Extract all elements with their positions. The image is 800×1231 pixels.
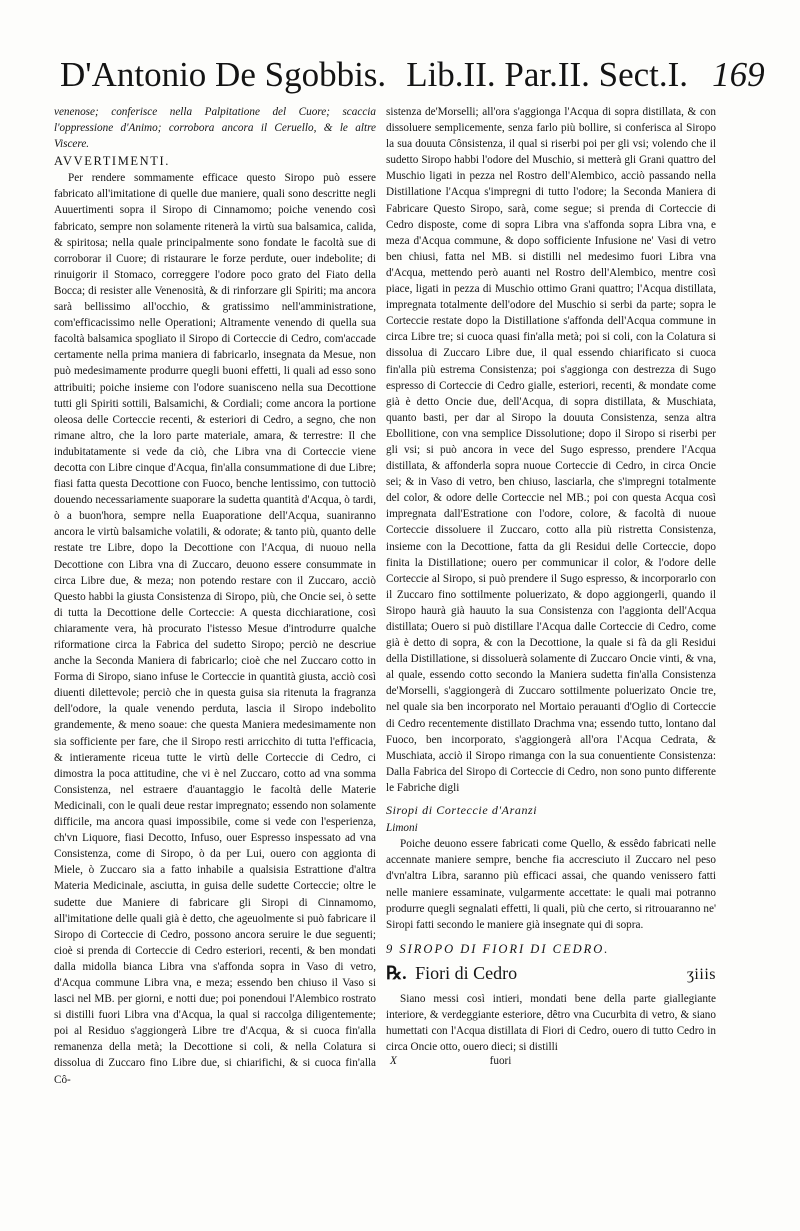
recipe-symbol: ℞.	[386, 962, 407, 983]
right-column	[386, 104, 716, 1069]
recipe-heading: 9 SIROPO DI FIORI DI CEDRO.	[386, 941, 610, 956]
body-paragraph: sistenza de'Morselli; all'ora s'aggionga l'Acqua di sopra distillata, & con dissoluere semplicemente, senza farlo più bollire, si conferisca al Siropo la sua douuta Cônsistenza, il qual si riserbi poi per gli vsi; volendo che il sudetto Siropo habbi l'odore del Muschio, si metterà gli Grani quattro del Muschio ligati in pezza nel Rostro dell'Alembico, acciò passando nella Distillatione l'Acqua s'impregni di tutto l'odore; la Seconda Maniera di Fabricare Questo Siropo, sarà, come segue; si prenda di Corteccie di Cedro disposte, come di sopra Libra vna s'affonda sopra Libra vna, e meza d'Acqua commune, & dopo sofficiente Infusione ne' Vasi di vetro ben chiusi, fatta nel MB. si distilli nel medesimo fuori Libra vna d'Acqua, mettendo però auanti nel Rostro dell'Alembico, mentre così piace, ligati in pezza di Muschio ottimo Grani quattro; l'Acqua distillata, impregnata totalmente dell'odore del Muschio si serbi da parte; sopra le Corteccie restate dopo la Distillatione s'affonda dell'Acqua commune in circa Libre tre; si cuoca quasi fin'alla metà; poi si coli, con la Colatura si dissolua di Zuccaro Libre due, il qual essendo chiarificato si cuoca fin'alla più estrema Consistenza; poi s'aggionga con destrezza di Sugo espresso di Corteccie di Cedro gialle, esteriori, recenti, & mondate come già è detto Oncie due, dell'Acqua, di sopra distillata, & Muschiata, quanto basti, per dar al Siropo la douuta Consistenza, senza altra Ebollitione, con vna semplice Dissolutione; dopo il Siropo si riserbi per gli vsi; si può ancora in vece del Sugo espresso, prendere l'Acqua distillata, & affonderla sopra nuoue Corteccie di Cedro, in circa Oncie sei; & in Vaso di vetro, ben chiuso, lasciarla, che s'impregni totalmente del color, & odore delle Corteccie nel MB.; poi con questa Acqua così impregnata dall'Estratione con l'odore, colore, & facoltà di nuoue Corteccie dissoluere il Zuccaro, cotto alla più ristretta Consistenza, insieme con la Decottione, fatta da gli Residui delle Corteccie, dopo finita la Distillatione; ouero per communicar il color, & l'odore delle Corteccie al Siropo, si può prendere il Sugo espresso, & incorporarlo con il Zuccaro fino sottilmente poluerizato, & dopo aggiongerli, quando il Siropo haurà già hauuto la sua Consistenza con l'aggionta dell'Acqua distillata; Ouero si può distillare l'Acqua dalle Corteccie di Cedro, come già è detto di sopra, & con la Decottione, la quale si fà da gli Residui della Distillatione, si dissoluerà solamente di Zuccaro Oncie vinti, & vna, al quale, essendo cotto secondo la Maniera sudetta fin'alla Consistenza de'Morselli, s'aggiongerà di Zuccaro sottilmente poluerizato Oncie tre, nel quale sia ben incorporato nel Mortaio perauanti d'Oglio di Corteccie di Cedro recentemente distillato Drachma vna; essendo tutto, lontano dal Fuoco, ben incorporato, s'aggiongerà all'ora l'Acqua Cedrata, & Muschiata, acciò il Siropo rimanga con la sua conuentiente Consistenza: Dalla Fabrica del Siropo di Corteccie di Cedro, non sono punto differente le Fabriche digli	[386, 106, 716, 794]
header-section: Lib.II. Par.II. Sect.I.	[406, 55, 689, 94]
page-number: 169	[712, 55, 765, 94]
catchword: fuori	[489, 1055, 512, 1068]
recipe-item: Fiori di Cedro	[415, 962, 518, 983]
signature-mark: X	[390, 1055, 397, 1068]
left-column	[54, 104, 376, 1088]
body-paragraph: Poiche deuono essere fabricati come Quello, & essêdo fabricati nelle accennate maniere sempre, benche fia accresciuto il Zuccaro nel peso d'vn'altra Libra, saranno più efficaci assai, che quando venissero fatti nelle maniere essaminate, vulgarmente accettate: le quali mai potranno produrre quegli segnalati effetti, li quali, più che certo, si ritrouaranno ne' Siropi fatti secondo le maniere già insegnate qui di sopra.	[386, 838, 716, 931]
signature-line	[386, 1053, 716, 1069]
section-heading-avvertimenti: AVVERTIMENTI.	[54, 154, 170, 169]
recipe-ingredient	[386, 961, 517, 985]
header-author: D'Antonio De Sgobbis.	[60, 55, 387, 94]
running-header	[60, 52, 775, 98]
intro-text: venenose; conferisce nella Palpitatione del Cuore; scaccia l'oppressione d'Animo; corrobora ancora il Ceruello, & le altre Viscere.	[54, 106, 376, 151]
recipe-line	[386, 961, 716, 987]
body-paragraph: Per rendere sommamente efficace questo Siropo può essere fabricato all'imitatione di quelle due maniere, quali sono descritte negli Auuertimenti sopra il Siropo di Cinnamomo; poiche venendo così fabricato, sempre non solamente ritenerà la virtù sua balsamica, calida, & spiritosa; nella quale principalmente sono fondate le facoltà sue di corroborar il Cuore; di ristaurare le forze perdute, ouer indebolite; di rinuigorir il Stomaco, correggere l'odore poco grato del Fiato della Bocca; di resister alle Venenosità, & di rinforzare gli Spiriti; ma ancora sarà bellissimo all'occhio, & gratissimo nell'amministratione, com'efficacissimo nelle Operationi; Altramente venendo di quella sua facoltà balsamica spogliato il Siropo di Corteccie di Cedro, com'accade certamente nella prima maniera di fabricarlo, insegnata da Mesue, non può medesimamente produrre quegli buoni effetti, li quali ad esso sono attribuiti; poiche insieme con l'odore suanisceno nella sua Decottione tutti gli Spiriti sottili, Balsamichi, & Cordiali; come ancora la portione oleosa delle Corteccie recenti, & esteriori di Cedro, a segno, che non rimane altro, che la loro parte materiale, amara, & terrestre: Il che indubitatamente si vede da ciò, che Libra vna di Corteccie viene decotta con Libre cinque d'Acqua, fin'alla consummatione di due Libre; fiasi fatta questa Decottione con Fuoco, benche lentissimo, con tuttociò douendo necessariamente suaporare la sudetta quantità d'Acqua, ò tardi, ò a buon'hora, sempre nella Euaporatione dell'Acqua, suaniranno ancora le virtù balsamiche volatili, & odorate; & tanto più, quanto delle restate tre Libre, dopo la Decottione con l'Acqua, di nuouo nella Decottione con Libra vna di Zuccaro, deuono essere consummate in circa Libre due, & meza; non potendo restare con il Zuccaro, acciò Questo habbi la giusta Consistenza di Siropo, più, che Oncie sei, ò sette di tutta la Decottione delle Corteccie: A questa dicchiaratione, così chiaramente vera, hà procurato l'istesso Mesue d'introdurre qualche riformatione circa la Fabrica del sudetto Siropo; perciò ne descriue anche la Seconda Maniera di fabricarlo; cioè che nel Zuccaro cotto in Forma di Siropo, siano infuse le Corteccie in quantità giusta, acciò così diuenti dilettevole; perciò che in questa guisa sia ritenuta la fragranza dell'odore, la quale venendo perduta, lascia il Siropo indebolito grandemente, & meno soaue: che questa Maniera medesimamente non sia sofficiente per fare, che il Siropo resti arricchito di tutta l'efficacia, & intieramente riceua tutte le virtù delle Corteccie di Cedro, ci dimostra la poca attitudine, che vi è nel Zuccaro, cotto ad vna somma Consistenza, nel estraere d'auantaggio le facoltà delle Materie Medicinali, con le quali deue restar impregnato; essendo non solamente difficile, ma ancora quasi impossibile, come si vede con l'esperienza, ch'vn Liquore, fiasi Decotto, Infuso, ouer Espresso inspessato ad vna Consistenza, come di Siropo, ò da per Lui, ouero con aggionta di Miele, ò Zuccaro sia a fatto inhabile a qualsisia Estrattione d'altra Materia Medicinale, asciutta, in guisa delle sudette Corteccie; oltre le sudette due Maniere di fabricare gli Siropi di Cinnamomo, all'imitatione delle quali già è detto, che ageuolmente si può fabricare il Siropo di Corteccie di Cedro, possono ancora seruire le due seguenti; cioè si prenda di Corteccie di Cedro esteriori, recenti, & ben mondati dalla midolla bianca Libra vna s'affonda sopra in Vaso di vetro, d'Acqua commune Libra vna, e meza; essendo ben chiuso il Vaso si lasci nel MB. per giorni, e notti due; poi ponendoui l'Alembico rostrato si distilli fuori Libra vna d'Acqua, la qual si raccolga diligentemente; poi al Residuo s'aggiongerà Libre tre d'Acqua, & si cuoca fin'alla remanenza della metà; la Decottione si coli, & nella Colatura si dissolua di Zuccaro fino Libre due, si chiarifichi, & si cuoca fin'alla Cô-	[54, 172, 376, 1086]
recipe-amount: ʒiiis	[686, 965, 716, 983]
body-paragraph: Siano messi così intieri, mondati bene della parte giallegiante interiore, & verdeggiante esteriore, dêtro vna Cucurbita di vetro, & siano humettati con l'Acqua distillata di Fiori di Cedro, ouero di tutto Cedro in circa Oncie otto, ouero dieci; si distilli	[386, 992, 716, 1054]
subheading: Siropi di Corteccie d'Aranzi	[386, 803, 538, 818]
subheading: Limoni	[386, 822, 418, 835]
